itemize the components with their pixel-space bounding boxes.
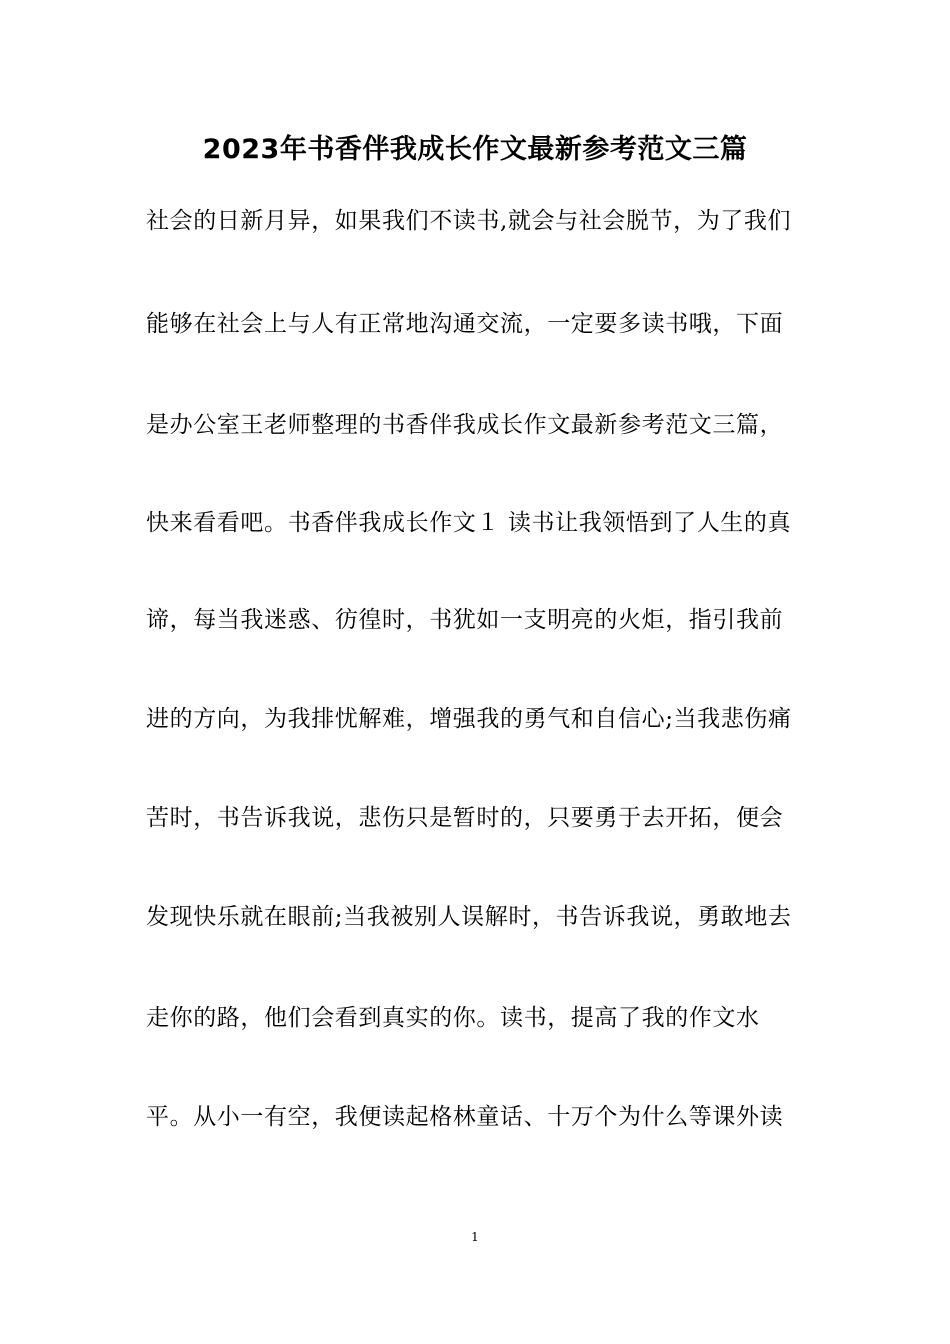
body-line-6: 进的方向，为我排忧解难，增强我的勇气和自信心;当我悲伤痛 [146, 706, 792, 732]
body-line-8: 发现快乐就在眼前;当我被别人误解时，书告诉我说，勇敢地去 [146, 904, 792, 930]
body-line-10: 平。从小一有空，我便读起格林童话、十万个为什么等课外读 [146, 1104, 784, 1130]
body-line-9: 走你的路，他们会看到真实的你。读书，提高了我的作文水 [146, 1005, 760, 1031]
body-line-3: 是办公室王老师整理的书香伴我成长作文最新参考范文三篇， [146, 412, 784, 438]
body-line-2: 能够在社会上与人有正常地沟通交流，一定要多读书哦，下面 [146, 311, 784, 337]
body-line-5: 谛，每当我迷惑、彷徨时，书犹如一支明亮的火炬，指引我前 [146, 607, 784, 633]
page-number: 1 [471, 1230, 479, 1244]
body-line-4: 快来看看吧。书香伴我成长作文１ 读书让我领悟到了人生的真 [146, 510, 792, 536]
body-line-1: 社会的日新月异，如果我们不读书,就会与社会脱节，为了我们 [146, 208, 792, 234]
document-title: 2023年书香伴我成长作文最新参考范文三篇 [202, 134, 748, 165]
body-line-7: 苦时，书告诉我说，悲伤只是暂时的，只要勇于去开拓，便会 [146, 805, 784, 831]
